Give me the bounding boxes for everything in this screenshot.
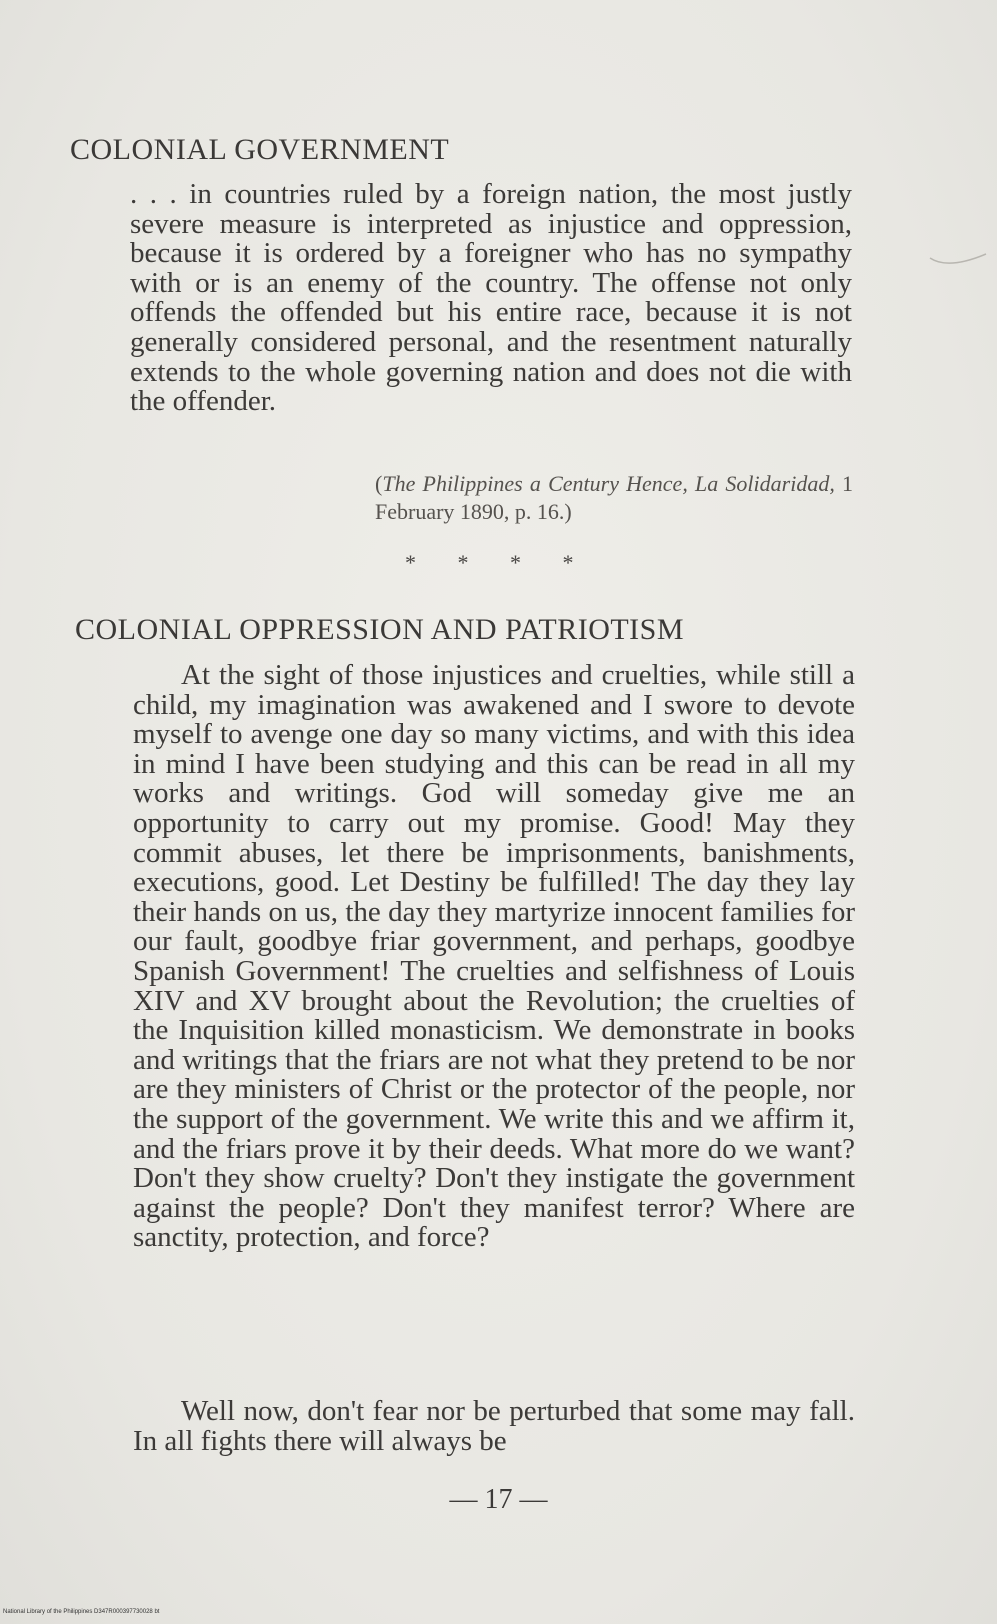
- section-heading-colonial-government: COLONIAL GOVERNMENT: [70, 133, 450, 166]
- citation-open: (: [375, 471, 383, 496]
- citation: [375, 470, 853, 526]
- quote-paragraph: . . . in countries ruled by a foreign nation, the most justly severe measure is interpreted as injustice and oppression, because it is ordered by a foreigner who has no sympathy with or is an enemy of the country. The offense not only offends the offended but his entire race, because it is not generally considered personal, and the resentment naturally extends to the whole governing nation and does not die with the offender.: [130, 178, 852, 418]
- body-paragraph-continued: Well now, don't fear nor be perturbed that some may fall. In all fights there will always be: [133, 1395, 855, 1457]
- page-number: — 17 —: [449, 1484, 548, 1515]
- section-heading-colonial-oppression: COLONIAL OPPRESSION AND PATRIOTISM: [75, 613, 685, 646]
- page-edge-mark: [928, 248, 988, 278]
- scan-credit: National Library of the Philippines D347R000397730028 bt: [3, 1609, 160, 1615]
- citation-details: 1 February 1890, p. 16.): [375, 471, 854, 524]
- citation-title: The Philippines a Century Hence, La Solidaridad,: [382, 471, 835, 496]
- section-separator: * * * *: [405, 550, 592, 575]
- body-paragraph: At the sight of those injustices and cruelties, while still a child, my imagination was awakened and I swore to devote myself to avenge one day so many victims, and with this idea in mind I have been studying and this can be read in all my works and writings. God will someday give me an opportunity to carry out my promise. Good! May they commit abuses, let there be imprisonments, banishments, executions, good. Let Destiny be fulfilled! The day they lay their hands on us, the day they martyrize innocent families for our fault, goodbye friar government, and perhaps, goodbye Spanish Government! The cruelties and selfishness of Louis XIV and XV brought about the Revolution; the cruelties of the Inquisition killed monasticism. We demonstrate in books and writings that the friars are not what they pretend to be nor are they ministers of Christ or the protector of the people, nor the support of the government. We write this and we affirm it, and the friars prove it by their deeds. What more do we want? Don't they show cruelty? Don't they instigate the government against the people? Don't they manifest terror? Where are sanctity, protection, and force?: [133, 659, 855, 1254]
